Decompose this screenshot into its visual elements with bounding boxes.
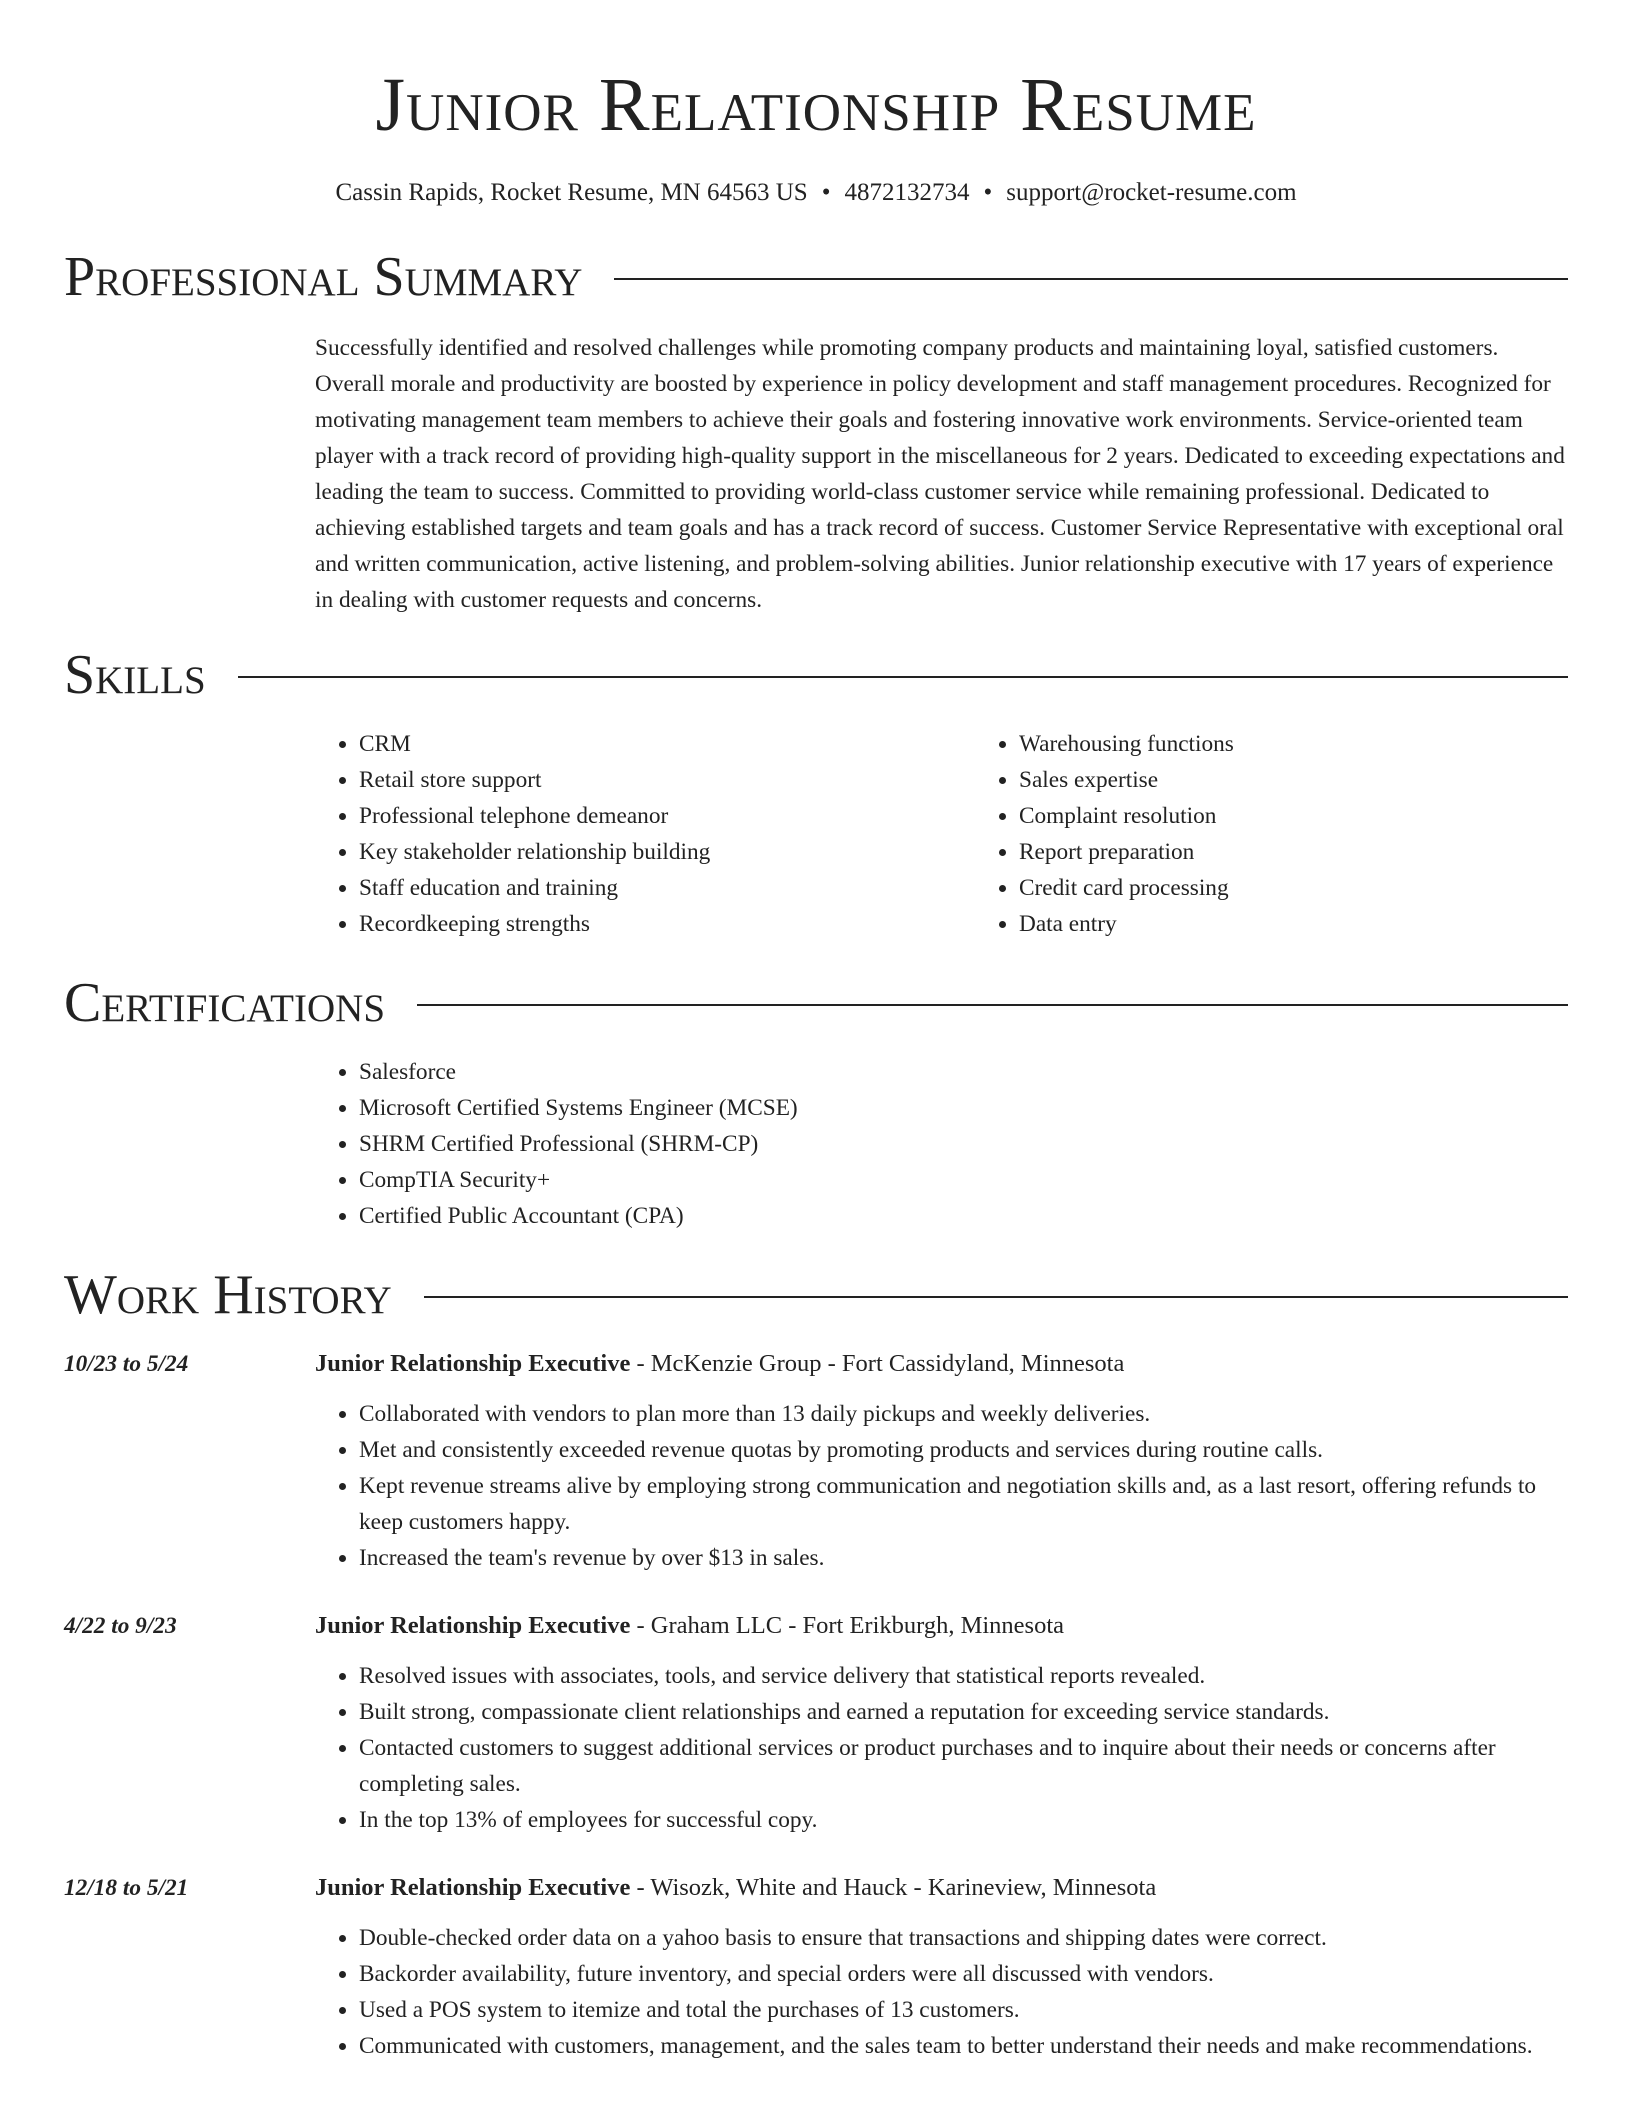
- skills-list-right: [975, 726, 1632, 942]
- job-bullet: • Kept revenue streams alive by employing strong communication and negotiation skills and, as a last resort, offering refunds to keep customers happy.: [359, 1468, 1568, 1540]
- job-bullet: • Met and consistently exceeded revenue quotas by promoting products and services during routine calls.: [359, 1432, 1568, 1468]
- job-dates: 12/18 to 5/21: [64, 1875, 189, 1901]
- skill-item: • Retail store support: [359, 762, 975, 798]
- contact-email: support@rocket-resume.com: [1006, 179, 1297, 206]
- skill-item: • Warehousing functions: [1019, 726, 1632, 762]
- job-bullets: [315, 1396, 1568, 1576]
- skill-item: • Key stakeholder relationship building: [359, 834, 975, 870]
- job-details: - Wisozk, White and Hauck - Karineview, Minnesota: [630, 1874, 1157, 1901]
- skill-item: • Professional telephone demeanor: [359, 798, 975, 834]
- skill-item: • CRM: [359, 726, 975, 762]
- summary-section-header: [64, 246, 1568, 308]
- job-bullets: [315, 1920, 1568, 2064]
- job-role: Junior Relationship Executive: [315, 1612, 631, 1639]
- job-bullet: • Collaborated with vendors to plan more than 13 daily pickups and weekly deliveries.: [359, 1396, 1568, 1432]
- summary-heading: Professional Summary: [64, 246, 583, 308]
- section-divider: [238, 676, 1568, 678]
- job-main: [315, 1346, 1568, 1576]
- skill-item: • Data entry: [1019, 906, 1632, 942]
- certification-item: • Salesforce: [359, 1054, 1568, 1090]
- contact-phone: 4872132734: [844, 179, 970, 206]
- job-bullet: • Used a POS system to itemize and total the purchases of 13 customers.: [359, 1992, 1568, 2028]
- skill-item: • Sales expertise: [1019, 762, 1632, 798]
- job-heading: [315, 1346, 1568, 1382]
- skill-item: • Recordkeeping strengths: [359, 906, 975, 942]
- skills-list-left: [315, 726, 975, 942]
- job-details: - McKenzie Group - Fort Cassidyland, Minnesota: [630, 1350, 1125, 1377]
- section-divider: [614, 278, 1568, 280]
- work-history-list: [64, 1346, 1568, 2064]
- skills-heading: Skills: [64, 644, 206, 706]
- section-divider: [424, 1296, 1568, 1298]
- certification-item: • Certified Public Accountant (CPA): [359, 1198, 1568, 1234]
- job-bullet: • Built strong, compassionate client relationships and earned a reputation for exceeding service standards.: [359, 1694, 1568, 1730]
- contact-separator: •: [983, 179, 993, 206]
- job-bullet: • Contacted customers to suggest additional services or product purchases and to inquire about their needs or concerns after completing sales.: [359, 1730, 1568, 1802]
- job-entry: [64, 1346, 1568, 1576]
- job-entry: [64, 1608, 1568, 1838]
- resume-title: Junior Relationship Resume: [375, 63, 1257, 147]
- certifications-section-header: [64, 972, 1568, 1034]
- job-main: [315, 1870, 1568, 2064]
- certification-item: • SHRM Certified Professional (SHRM-CP): [359, 1126, 1568, 1162]
- job-heading: [315, 1608, 1568, 1644]
- job-heading: [315, 1870, 1568, 1906]
- contact-address: Cassin Rapids, Rocket Resume, MN 64563 US: [335, 179, 808, 206]
- job-bullet: • Communicated with customers, management, and the sales team to better understand their needs and make recommendations.: [359, 2028, 1568, 2064]
- certifications-list: [315, 1054, 1568, 1234]
- job-role: Junior Relationship Executive: [315, 1350, 631, 1377]
- skills-section-header: [64, 644, 1568, 706]
- skill-item: • Complaint resolution: [1019, 798, 1632, 834]
- job-dates: 4/22 to 9/23: [64, 1613, 177, 1639]
- job-bullet: • Double-checked order data on a yahoo basis to ensure that transactions and shipping dates were correct.: [359, 1920, 1568, 1956]
- contact-separator: •: [821, 179, 831, 206]
- job-entry: [64, 1870, 1568, 2064]
- job-bullet: • Increased the team's revenue by over $13 in sales.: [359, 1540, 1568, 1576]
- job-role: Junior Relationship Executive: [315, 1874, 631, 1901]
- job-details: - Graham LLC - Fort Erikburgh, Minnesota: [630, 1612, 1065, 1639]
- certification-item: • CompTIA Security+: [359, 1162, 1568, 1198]
- skill-item: • Report preparation: [1019, 834, 1632, 870]
- job-main: [315, 1608, 1568, 1838]
- job-bullet: • Backorder availability, future inventory, and special orders were all discussed with vendors.: [359, 1956, 1568, 1992]
- job-dates: 10/23 to 5/24: [64, 1351, 189, 1377]
- summary-text: Successfully identified and resolved challenges while promoting company products and maintaining loyal, satisfied customers. Overall morale and productivity are boosted by experience in policy development and staff management procedures. Recognized for motivating management team members to achieve their goals and fostering innovative work environments. Service-oriented team player with a track record of providing high-quality support in the miscellaneous for 2 years. Dedicated to exceeding expectations and leading the team to success. Committed to providing world-class customer service while remaining professional. Dedicated to achieving established targets and team goals and has a track record of success. Customer Service Representative with exceptional oral and written communication, active listening, and problem-solving abilities. Junior relationship executive with 17 years of experience in dealing with customer requests and concerns.: [315, 335, 1565, 613]
- section-divider: [417, 1004, 1568, 1006]
- job-bullet: • In the top 13% of employees for successful copy.: [359, 1802, 1568, 1838]
- contact-line: [64, 178, 1568, 208]
- certifications-heading: Certifications: [64, 972, 386, 1034]
- job-bullet: • Resolved issues with associates, tools, and service delivery that statistical reports revealed.: [359, 1658, 1568, 1694]
- certification-item: • Microsoft Certified Systems Engineer (MCSE): [359, 1090, 1568, 1126]
- skill-item: • Staff education and training: [359, 870, 975, 906]
- skill-item: • Credit card processing: [1019, 870, 1632, 906]
- work-history-section-header: [64, 1264, 1568, 1326]
- job-bullets: [315, 1658, 1568, 1838]
- work-history-heading: Work History: [64, 1264, 392, 1326]
- skills-grid: [315, 726, 1568, 942]
